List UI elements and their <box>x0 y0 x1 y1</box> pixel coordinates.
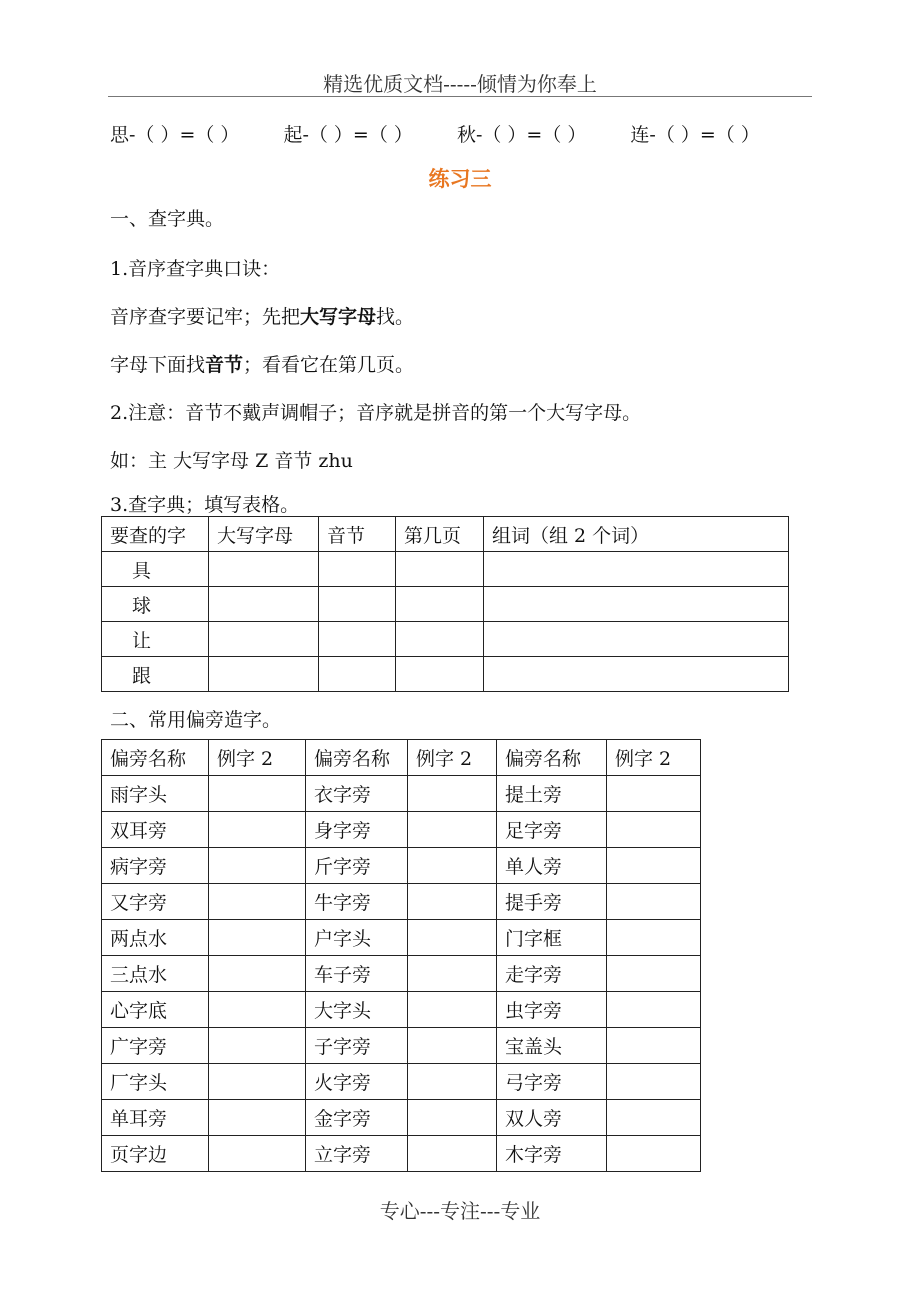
radical-name: 走字旁 <box>497 956 607 992</box>
radical-name: 三点水 <box>102 956 209 992</box>
equation-3: 秋-（ ）=（ ） <box>456 124 587 146</box>
radical-name: 两点水 <box>102 920 209 956</box>
example-cell[interactable] <box>408 1064 497 1100</box>
table-row <box>102 1064 701 1100</box>
example-cell[interactable] <box>607 812 701 848</box>
example-cell[interactable] <box>607 1100 701 1136</box>
page-header: 精选优质文档-----倾情为你奉上 <box>323 72 597 96</box>
answer-cell[interactable] <box>484 552 789 587</box>
answer-cell[interactable] <box>484 587 789 622</box>
answer-cell[interactable] <box>319 587 396 622</box>
answer-cell[interactable] <box>396 552 484 587</box>
col-header: 例字 2 <box>408 740 497 776</box>
answer-cell[interactable] <box>396 587 484 622</box>
radical-name: 厂字头 <box>102 1064 209 1100</box>
example-cell[interactable] <box>408 992 497 1028</box>
example-cell[interactable] <box>209 776 306 812</box>
example-cell[interactable] <box>607 1028 701 1064</box>
example-cell[interactable] <box>209 920 306 956</box>
radical-name: 车子旁 <box>306 956 408 992</box>
radical-name: 弓字旁 <box>497 1064 607 1100</box>
col-header: 偏旁名称 <box>306 740 408 776</box>
col-header: 偏旁名称 <box>102 740 209 776</box>
col-header: 组词（组 2 个词） <box>484 517 789 552</box>
example-cell[interactable] <box>408 776 497 812</box>
radical-name: 衣字旁 <box>306 776 408 812</box>
example-cell[interactable] <box>607 956 701 992</box>
table-row <box>102 812 701 848</box>
answer-cell[interactable] <box>396 622 484 657</box>
answer-cell[interactable] <box>319 622 396 657</box>
example-cell[interactable] <box>209 1136 306 1172</box>
answer-cell[interactable] <box>209 552 319 587</box>
example-cell[interactable] <box>209 1064 306 1100</box>
radical-name: 火字旁 <box>306 1064 408 1100</box>
lookup-char: 具 <box>102 552 209 587</box>
table-row <box>102 956 701 992</box>
example-cell[interactable] <box>607 884 701 920</box>
answer-cell[interactable] <box>209 657 319 692</box>
answer-cell[interactable] <box>484 657 789 692</box>
header-divider <box>108 96 812 97</box>
table-row <box>102 884 701 920</box>
example-cell[interactable] <box>607 1064 701 1100</box>
rhyme2-bold: 音节 <box>205 354 244 376</box>
example-cell[interactable] <box>408 956 497 992</box>
item1-text: 1.音序查字典口诀： <box>110 258 281 280</box>
col-header: 例字 2 <box>209 740 306 776</box>
example-cell[interactable] <box>209 1100 306 1136</box>
table-row <box>102 622 789 657</box>
example-cell[interactable] <box>408 848 497 884</box>
col-header: 大写字母 <box>209 517 319 552</box>
col-header: 例字 2 <box>607 740 701 776</box>
radical-name: 大字头 <box>306 992 408 1028</box>
rhyme1-bold: 大写字母 <box>300 306 377 328</box>
example-cell[interactable] <box>209 884 306 920</box>
answer-cell[interactable] <box>484 622 789 657</box>
col-header: 音节 <box>319 517 396 552</box>
table-header-row <box>102 740 701 776</box>
table-row <box>102 657 789 692</box>
radical-name: 心字底 <box>102 992 209 1028</box>
radical-name: 足字旁 <box>497 812 607 848</box>
radical-table <box>101 739 701 1172</box>
dictionary-table <box>101 516 789 692</box>
radical-name: 牛字旁 <box>306 884 408 920</box>
radical-name: 子字旁 <box>306 1028 408 1064</box>
rhyme1-pre: 音序查字要记牢；先把 <box>110 306 301 328</box>
lookup-char: 跟 <box>102 657 209 692</box>
answer-cell[interactable] <box>209 587 319 622</box>
answer-cell[interactable] <box>319 657 396 692</box>
radical-name: 虫字旁 <box>497 992 607 1028</box>
example-cell[interactable] <box>209 956 306 992</box>
table-row <box>102 848 701 884</box>
radical-name: 雨字头 <box>102 776 209 812</box>
radical-name: 斤字旁 <box>306 848 408 884</box>
radical-name: 金字旁 <box>306 1100 408 1136</box>
table-row <box>102 587 789 622</box>
lookup-char: 球 <box>102 587 209 622</box>
radical-name: 单耳旁 <box>102 1100 209 1136</box>
item3-text: 3.查字典；填写表格。 <box>110 494 300 516</box>
example-cell[interactable] <box>408 1100 497 1136</box>
radical-name: 病字旁 <box>102 848 209 884</box>
section2-heading: 二、常用偏旁造字。 <box>110 709 282 731</box>
rhyme2-post: ；看看它在第几页。 <box>243 354 415 376</box>
rhyme-line-2 <box>110 350 414 377</box>
equation-row <box>110 120 760 147</box>
table-row <box>102 992 701 1028</box>
radical-name: 宝盖头 <box>497 1028 607 1064</box>
example-cell[interactable] <box>607 776 701 812</box>
radical-name: 门字框 <box>497 920 607 956</box>
lookup-char: 让 <box>102 622 209 657</box>
radical-name: 提手旁 <box>497 884 607 920</box>
col-header: 第几页 <box>396 517 484 552</box>
example-cell[interactable] <box>607 992 701 1028</box>
table-row <box>102 1028 701 1064</box>
radical-name: 单人旁 <box>497 848 607 884</box>
section1-heading: 一、查字典。 <box>110 208 225 230</box>
rhyme1-post: 找。 <box>376 306 415 328</box>
answer-cell[interactable] <box>209 622 319 657</box>
radical-name: 又字旁 <box>102 884 209 920</box>
answer-cell[interactable] <box>396 657 484 692</box>
page-footer: 专心---专注---专业 <box>379 1199 541 1223</box>
example-cell[interactable] <box>408 1028 497 1064</box>
equation-2: 起-（ ）=（ ） <box>283 124 413 146</box>
table-row <box>102 1100 701 1136</box>
equation-1: 思-（ ）=（ ） <box>110 124 240 146</box>
example-cell[interactable] <box>209 992 306 1028</box>
example-cell[interactable] <box>209 812 306 848</box>
radical-name: 身字旁 <box>306 812 408 848</box>
radical-name: 立字旁 <box>306 1136 408 1172</box>
radical-name: 双耳旁 <box>102 812 209 848</box>
radical-name: 户字头 <box>306 920 408 956</box>
equation-4: 连-（ ）=（ ） <box>630 124 760 146</box>
rhyme2-pre: 字母下面找 <box>110 354 206 376</box>
item2-text: 2.注意：音节不戴声调帽子；音序就是拼音的第一个大写字母。 <box>110 402 642 424</box>
example-cell[interactable] <box>408 920 497 956</box>
answer-cell[interactable] <box>319 552 396 587</box>
example-cell[interactable] <box>408 1136 497 1172</box>
radical-name: 广字旁 <box>102 1028 209 1064</box>
radical-name: 页字边 <box>102 1136 209 1172</box>
table-row <box>102 920 701 956</box>
table-row <box>102 776 701 812</box>
col-header: 要查的字 <box>102 517 209 552</box>
exercise-title: 练习三 <box>428 167 492 191</box>
radical-name: 双人旁 <box>497 1100 607 1136</box>
example-cell[interactable] <box>607 1136 701 1172</box>
example-text: 如：主 大写字母 Z 音节 zhu <box>110 450 353 472</box>
table-header-row <box>102 517 789 552</box>
example-cell[interactable] <box>209 848 306 884</box>
example-cell[interactable] <box>607 920 701 956</box>
example-cell[interactable] <box>607 848 701 884</box>
radical-name: 木字旁 <box>497 1136 607 1172</box>
radical-name: 提土旁 <box>497 776 607 812</box>
example-cell[interactable] <box>408 812 497 848</box>
example-cell[interactable] <box>408 884 497 920</box>
table-row <box>102 552 789 587</box>
example-cell[interactable] <box>209 1028 306 1064</box>
rhyme-line-1 <box>110 302 414 329</box>
col-header: 偏旁名称 <box>497 740 607 776</box>
table-row <box>102 1136 701 1172</box>
